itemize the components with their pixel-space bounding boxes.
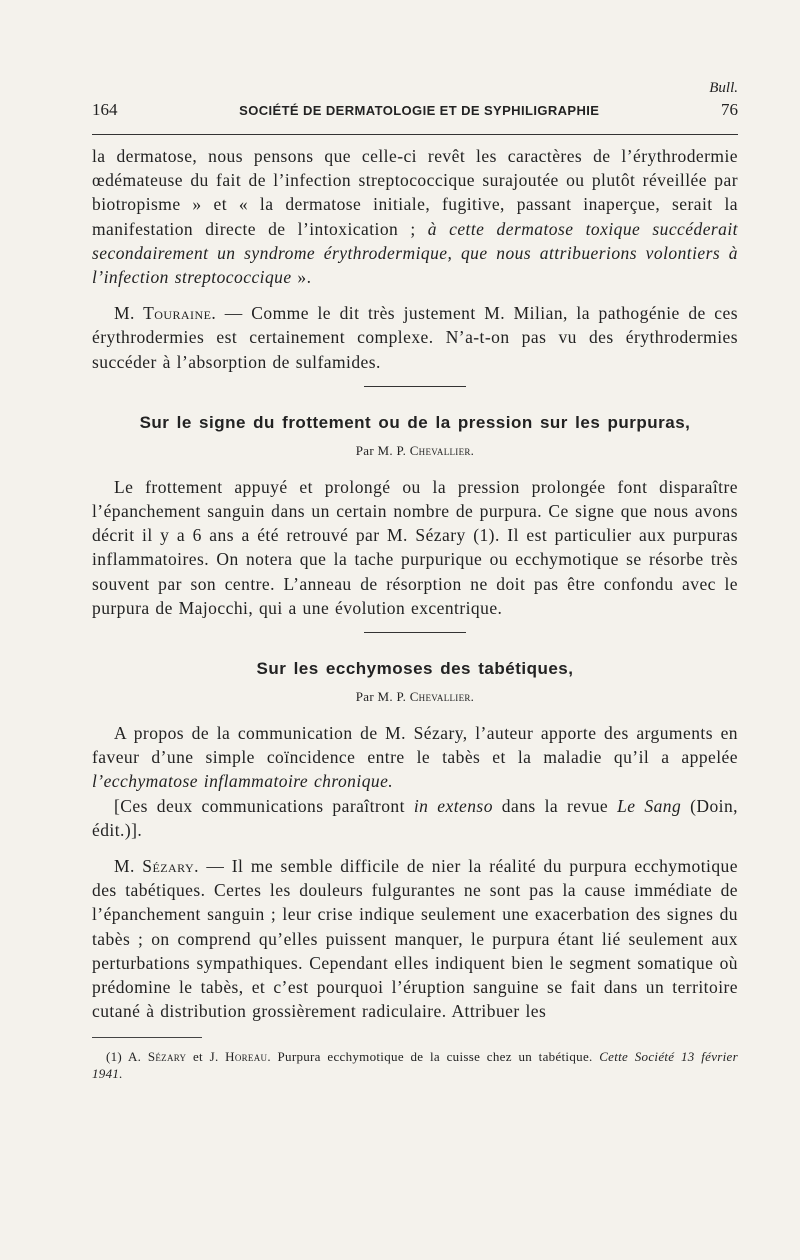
- paragraph-continuation: [92, 144, 738, 289]
- note-text: (Doin, édit.)].: [92, 795, 739, 840]
- journal-abbrev: Bull.: [709, 80, 738, 96]
- section-separator: [364, 386, 466, 387]
- footnote-marker: (1) A.: [106, 1049, 148, 1065]
- paragraph-sezary: [92, 854, 738, 1023]
- footnote-italic: Cette Société 13 février 1941.: [92, 1049, 738, 1082]
- note-text: [Ces deux communications paraîtront: [114, 795, 414, 816]
- footnote: [92, 1048, 738, 1082]
- section-separator: [364, 632, 466, 633]
- header-rule: [92, 134, 738, 135]
- byline: [92, 443, 738, 459]
- paragraph-italic-quote: à cette dermatose toxique succéderait secondairement un syndrome érythrodermique, que nous attribuerions volontiers à l’infection streptococcique: [92, 218, 738, 288]
- byline-author: Chevallier.: [409, 689, 475, 705]
- footnote-author: Sézary: [147, 1049, 187, 1065]
- volume-number: 76: [721, 100, 738, 119]
- speaker-name: M. Touraine.: [114, 303, 217, 324]
- paragraph-frottement: Le frottement appuyé et prolongé ou la pression prolongée font disparaître l’épanchement sanguin dans un certain nombre de purpura. Ce signe que nous avons décrit il y a 6 ans a été retrouvé par M. Sézary (1). Il est particulier aux purpuras inflammatoires. On notera que la tache purpurique ou ecchymotique se résorbe très souvent par son centre. L’anneau de résorption ne doit pas être confondu avec le purpura de Majocchi, qui a une évolution excentrique.: [92, 476, 738, 618]
- paragraph-text: — Comme le dit très justement M. Milian, la pathogénie de ces érythrodermies est certainement complexe. N’a-t-on pas vu des érythrodermies succéder à l’absorption de sulfamides.: [92, 303, 738, 372]
- paragraph-text: A propos de la communication de M. Sézary, l’auteur apporte des arguments en faveur d’une simple coïncidence entre le tabès et la maladie qu’il a appelée: [92, 723, 738, 768]
- paragraph-italic: l’ecchymatose inflammatoire chronique.: [92, 771, 394, 792]
- paragraph-ecchymoses: [92, 721, 738, 794]
- section-title-ecchymoses: Sur les ecchymoses des tabétiques,: [256, 659, 574, 679]
- page-number: 164: [92, 100, 118, 119]
- speaker-name: M. Sézary.: [114, 856, 199, 877]
- paragraph-text-end: ».: [291, 267, 312, 288]
- running-title: SOCIÉTÉ DE DERMATOLOGIE ET DE SYPHILIGRAPHIE: [239, 103, 600, 118]
- footnote-author: Horeau: [225, 1049, 268, 1065]
- note-italic: Le Sang: [617, 795, 682, 816]
- section-title-frottement: Sur le signe du frottement ou de la pression sur les purpuras,: [139, 412, 691, 432]
- running-header: [92, 100, 738, 124]
- byline-author: Chevallier.: [409, 442, 475, 458]
- note-italic: in extenso: [413, 795, 493, 816]
- paragraph-text: — Il me semble difficile de nier la réalité du purpura ecchymotique des tabétiques. Certes les douleurs fulgurantes ne sont pas la cause immédiate de l’épanchement sanguin ; leur crise indique seulement une exacerbation des signes du tabès ; on comprend qu’elles puissent manquer, le purpura étant lié seulement aux perturbations sympathiques. Cependant elles indiquent bien le segment somatique où prédomine le tabès, et c’est pourquoi l’éruption sanguine se fait dans un territoire cutané à distribution grossièrement radiculaire. Attribuer les: [92, 856, 738, 1022]
- byline: [92, 689, 738, 705]
- footnote-rule: [92, 1037, 202, 1038]
- byline-prefix: Par M. P.: [355, 442, 410, 458]
- footnote-text: et J.: [186, 1049, 226, 1065]
- page-body: [92, 144, 738, 1082]
- paragraph-touraine: [92, 301, 738, 374]
- paragraph-text: la dermatose, nous pensons que celle-ci revêt les caractères de l’érythrodermie œdémateuse du fait de l’infection streptococcique surajoutée ou plutôt réveillée par biotropisme » et « la dermatose initiale, fugitive, passant inaperçue, serait la manifestation directe de l’intoxication ;: [92, 146, 738, 239]
- byline-prefix: Par M. P.: [355, 689, 410, 705]
- footnote-text: . Purpura ecchymotique de la cuisse chez un tabétique.: [267, 1049, 600, 1065]
- note-text: dans la revue: [492, 795, 618, 816]
- paragraph-publication-note: [92, 794, 738, 842]
